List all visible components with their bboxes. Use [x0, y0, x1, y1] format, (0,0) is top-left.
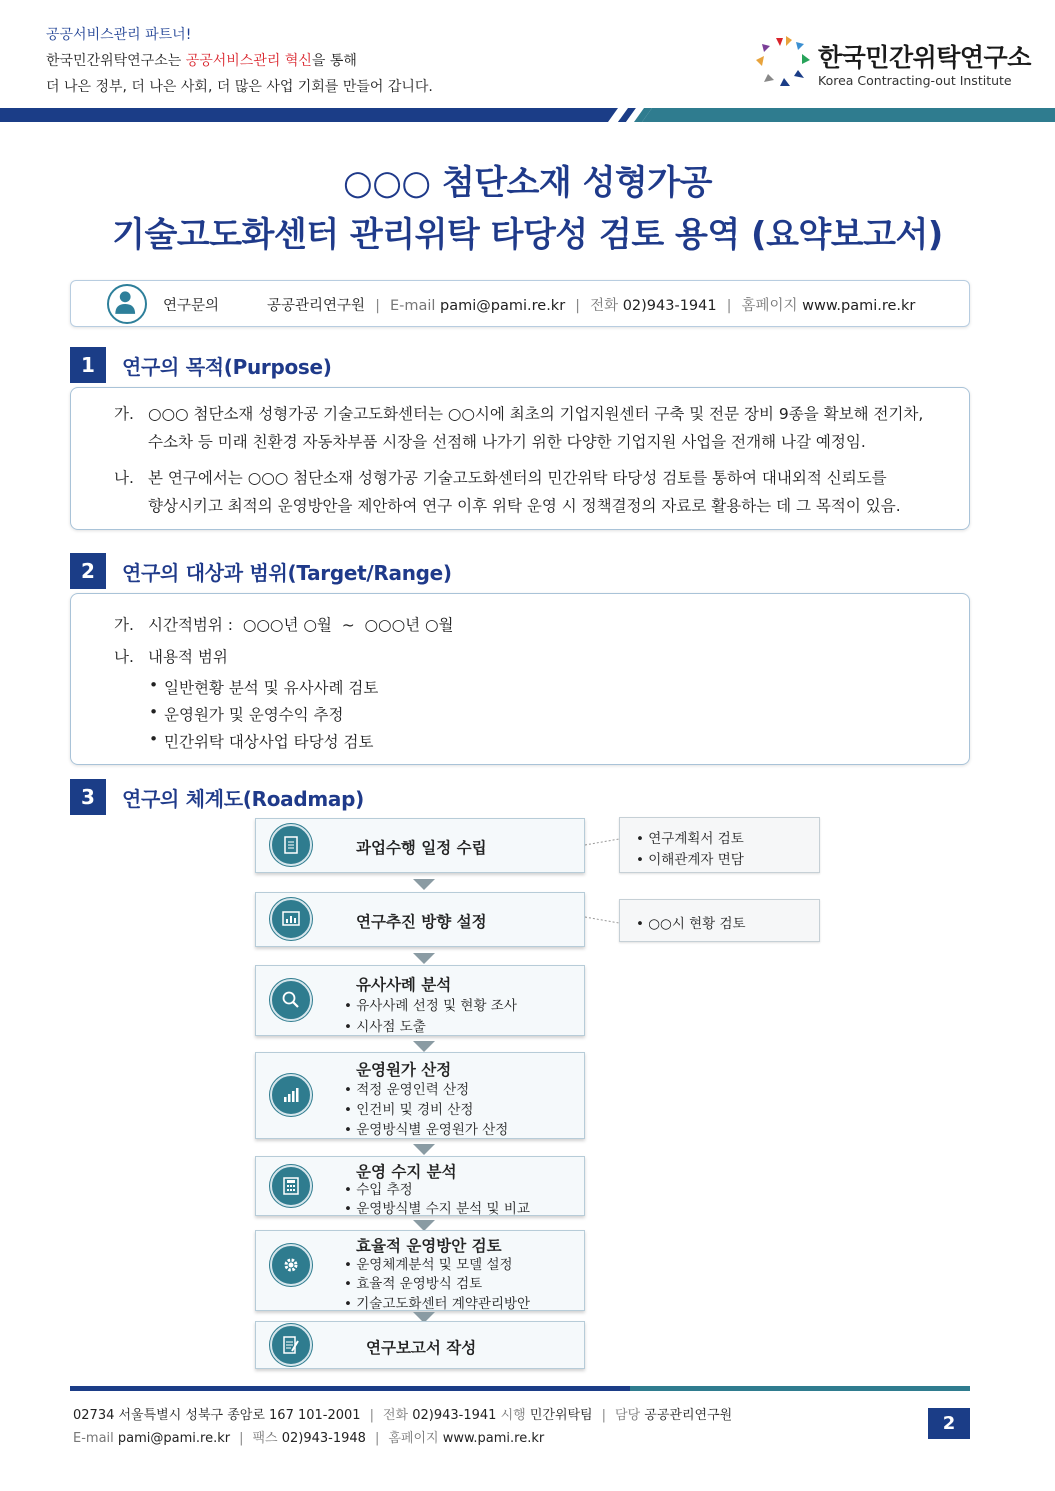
- footer-charge: 공공관리연구원: [644, 1408, 733, 1423]
- roadmap-step-7-title: 연구보고서 작성: [366, 1339, 477, 1357]
- footer-divider-bar: [70, 1386, 970, 1391]
- footer-phone: 02)943-1941: [412, 1408, 497, 1423]
- contact-email[interactable]: pami@pami.re.kr: [440, 298, 566, 314]
- contact-label: 연구문의: [163, 298, 220, 314]
- footer-line-2: E-mail pami@pami.re.kr | 팩스 02)943-1948 | 홈페이지 www.pami.re.kr: [73, 1431, 545, 1446]
- section-3-number: 3: [70, 779, 106, 815]
- scope-time-mark: 가.: [114, 616, 134, 634]
- footer-web-label: 홈페이지: [388, 1431, 439, 1446]
- roadmap-step-6-sub-1: • 운영체계분석 및 모델 설정: [344, 1257, 513, 1273]
- contact-details: 공공관리연구원 | E-mail pami@pami.re.kr | 전화 02)943-1941 | 홈페이지 www.pami.re.kr: [267, 298, 916, 314]
- footer-phone-label: 전화: [382, 1408, 409, 1423]
- document-title-line1: ○○○ 첨단소재 성형가공: [343, 163, 712, 203]
- header-divider-bar: [0, 108, 1055, 122]
- roadmap-arrow-4: [413, 1144, 435, 1155]
- contact-web-label: 홈페이지: [741, 298, 798, 314]
- roadmap-step-5-sub-1: • 수입 추정: [344, 1182, 413, 1198]
- roadmap-connectors: [585, 835, 621, 935]
- page-number: 2: [928, 1408, 970, 1439]
- intro-part2: 을 통해: [311, 53, 357, 69]
- roadmap-step-3-sub-1: • 유사사례 선정 및 현황 조사: [344, 998, 517, 1014]
- scope-bullet-3: 민간위탁 대상사업 타당성 검토: [164, 733, 374, 751]
- magnifier-icon: [270, 979, 312, 1021]
- footer-fax-label: 팩스: [252, 1431, 278, 1446]
- purpose-item-1-line2: 수소차 등 미래 친환경 자동차부품 시장을 선점해 나가기 위한 다양한 기업지원 사업을 전개해 나갈 예정임.: [148, 433, 866, 451]
- scope-bullet-1: 일반현황 분석 및 유사사례 검토: [164, 679, 379, 697]
- footer-fax: 02)943-1948: [281, 1431, 366, 1446]
- header-tagline: 공공서비스관리 파트너!: [46, 27, 192, 43]
- document-icon: [270, 824, 312, 866]
- roadmap-side-note-2: [619, 899, 820, 942]
- purpose-item-2-line2: 향상시키고 최적의 운영방안을 제안하여 연구 이후 위탁 운영 시 정책결정의 자료로 활용하는 데 그 목적이 있음.: [148, 497, 901, 515]
- side-note-1-line2: • 이해관계자 면담: [636, 852, 744, 868]
- roadmap-step-2-title: 연구추진 방향 설정: [356, 913, 487, 931]
- scope-time-text: 시간적범위 : ○○○년 ○월 ~ ○○○년 ○월: [148, 616, 454, 634]
- roadmap-step-4: [255, 1052, 585, 1139]
- footer-operator-label: 시행: [500, 1408, 526, 1423]
- roadmap-step-4-sub-1: • 적정 운영인력 산정: [344, 1082, 470, 1098]
- roadmap-step-5: [255, 1156, 585, 1216]
- contact-web[interactable]: www.pami.re.kr: [802, 298, 916, 314]
- section-1-box: [70, 387, 970, 530]
- side-note-1-line1: • 연구계획서 검토: [636, 831, 744, 847]
- roadmap-step-3: [255, 965, 585, 1036]
- roadmap-step-6-title: 효율적 운영방안 검토: [356, 1237, 502, 1255]
- section-2-heading: 연구의 대상과 범위(Target/Range): [122, 561, 452, 585]
- person-icon: [107, 284, 147, 324]
- report-icon: [270, 1324, 312, 1366]
- footer-email[interactable]: pami@pami.re.kr: [117, 1431, 231, 1446]
- section-2-number: 2: [70, 553, 106, 589]
- footer-operator: 민간위탁팀: [529, 1408, 593, 1423]
- calculator-icon: [270, 1165, 312, 1207]
- section-1-number: 1: [70, 347, 106, 383]
- purpose-mark-2: 나.: [114, 469, 134, 487]
- roadmap-step-4-sub-2: • 인건비 및 경비 산정: [344, 1102, 474, 1118]
- scope-content-mark: 나.: [114, 648, 134, 666]
- purpose-item-2-line1: 본 연구에서는 ○○○ 첨단소재 성형가공 기술고도화센터의 민간위탁 타당성 검토를 통하여 대내외적 신뢰도를: [148, 469, 887, 487]
- scope-bullet-dot-3: •: [149, 730, 159, 748]
- roadmap-step-6-sub-3: • 기술고도화센터 계약관리방안: [344, 1296, 531, 1312]
- footer-charge-label: 담당: [615, 1408, 641, 1423]
- roadmap-step-7: [255, 1321, 585, 1369]
- roadmap-arrow-1: [413, 879, 435, 890]
- section-2-box: [70, 593, 970, 765]
- footer-line-1: 02734 서울특별시 성북구 종암로 167 101-2001 | 전화 02)943-1941 시행 민간위탁팀 | 담당 공공관리연구원: [73, 1408, 733, 1423]
- scope-bullet-dot-1: •: [149, 676, 159, 694]
- contact-email-label: E-mail: [389, 298, 436, 314]
- roadmap-step-3-title: 유사사례 분석: [356, 976, 452, 994]
- bar-chart-icon: [270, 1074, 312, 1116]
- roadmap-step-5-sub-2: • 운영방식별 수지 분석 및 비교: [344, 1201, 530, 1217]
- section-3-heading: 연구의 체계도(Roadmap): [122, 787, 364, 811]
- scope-content-text: 내용적 범위: [148, 648, 228, 666]
- scope-bullet-dot-2: •: [149, 703, 159, 721]
- roadmap-step-4-title: 운영원가 산정: [356, 1061, 452, 1079]
- header-intro-line2: 더 나은 정부, 더 나은 사회, 더 많은 사업 기회를 만들어 갑니다.: [46, 79, 433, 95]
- contact-box: [70, 280, 970, 327]
- purpose-mark-1: 가.: [114, 405, 134, 423]
- footer-address: 02734 서울특별시 성북구 종암로 167 101-2001: [73, 1408, 361, 1423]
- scope-bullet-2: 운영원가 및 운영수익 추정: [164, 706, 344, 724]
- roadmap-arrow-2: [413, 953, 435, 964]
- contact-dept: 공공관리연구원: [267, 298, 366, 314]
- side-note-2-line1: • ○○시 현황 검토: [636, 916, 746, 932]
- roadmap-step-4-sub-3: • 운영방식별 운영원가 산정: [344, 1122, 509, 1138]
- logo-korean-name: 한국민간위탁연구소: [818, 43, 1031, 72]
- roadmap-side-note-1: [619, 817, 820, 873]
- section-1-heading: 연구의 목적(Purpose): [122, 355, 332, 379]
- roadmap-step-6: [255, 1230, 585, 1311]
- footer-web[interactable]: www.pami.re.kr: [442, 1431, 545, 1446]
- logo-english-name: Korea Contracting-out Institute: [818, 73, 1012, 88]
- gear-icon: [270, 1244, 312, 1286]
- roadmap-arrow-3: [413, 1041, 435, 1052]
- footer-email-label: E-mail: [73, 1431, 114, 1446]
- roadmap-step-1-title: 과업수행 일정 수립: [356, 839, 487, 857]
- contact-phone-label: 전화: [590, 298, 619, 314]
- intro-highlight: 공공서비스관리 혁신: [185, 53, 312, 69]
- roadmap-step-5-title: 운영 수지 분석: [356, 1163, 457, 1181]
- contact-phone: 02)943-1941: [622, 298, 717, 314]
- roadmap-step-2: [255, 892, 585, 947]
- header-intro: [46, 50, 357, 70]
- chart-board-icon: [270, 898, 312, 940]
- purpose-item-1-line1: ○○○ 첨단소재 성형가공 기술고도화센터는 ○○시에 최초의 기업지원센터 구축 및 전문 장비 9종을 확보해 전기차,: [148, 405, 924, 423]
- institute-logo-icon: [752, 34, 812, 90]
- roadmap-step-3-sub-2: • 시사점 도출: [344, 1019, 426, 1035]
- document-title-line2: 기술고도화센터 관리위탁 타당성 검토 용역 (요약보고서): [112, 215, 943, 255]
- intro-part1: 한국민간위탁연구소는: [46, 53, 186, 69]
- roadmap-step-1: [255, 818, 585, 873]
- roadmap-step-6-sub-2: • 효율적 운영방식 검토: [344, 1276, 483, 1292]
